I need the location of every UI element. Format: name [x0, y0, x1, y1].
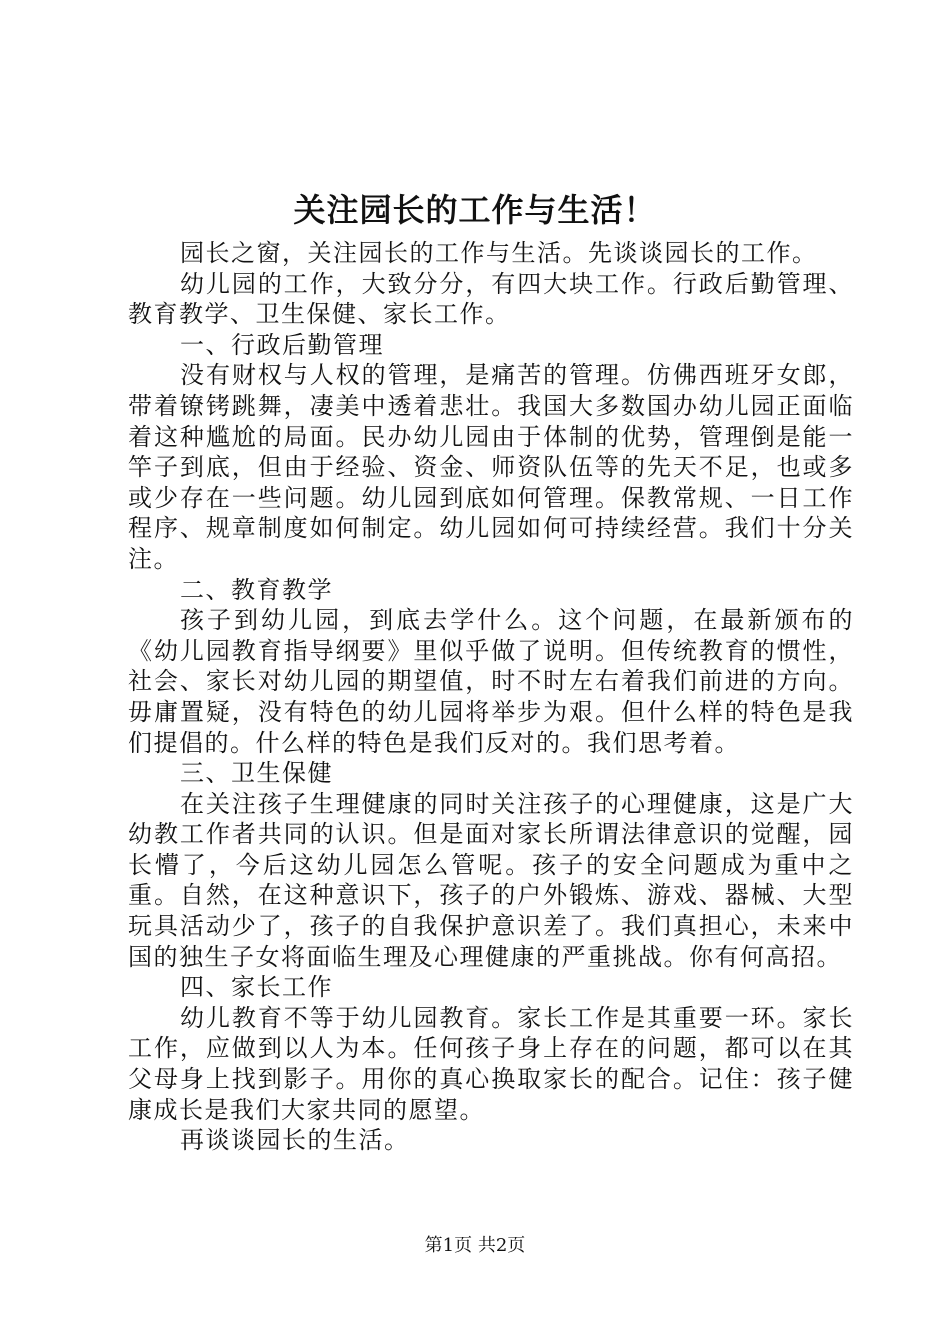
paragraph-health: 在关注孩子生理健康的同时关注孩子的心理健康，这是广大幼教工作者共同的认识。但是面对家长所谓法律意识的觉醒，园长懵了，今后这幼儿园怎么管呢。孩子的安全问题成为重中之重。自然，在这种意识下，孩子的户外锻炼、游戏、器械、大型玩具活动少了，孩子的自我保护意识差了。我们真担心，未来中国的独生子女将面临生理及心理健康的严重挑战。你有何高招。: [128, 789, 854, 971]
section-heading-parents: 四、家长工作: [180, 973, 333, 1002]
document-body: [128, 238, 854, 1156]
paragraph-parents: 幼儿教育不等于幼儿园教育。家长工作是其重要一环。家长工作，应做到以人为本。任何孩子身上存在的问题，都可以在其父母身上找到影子。用你的真心换取家长的配合。记住：孩子健康成长是我们大家共同的愿望。: [128, 1003, 854, 1124]
section-heading-education: 二、教育教学: [180, 575, 333, 604]
page-footer: 第1页 共2页: [424, 1235, 526, 1256]
paragraph-intro: 园长之窗，关注园长的工作与生活。先谈谈园长的工作。: [180, 239, 818, 267]
paragraph-life: 再谈谈园长的生活。: [180, 1126, 410, 1155]
section-heading-health: 三、卫生保健: [180, 759, 333, 788]
paragraph-overview: 幼儿园的工作，大致分分，有四大块工作。行政后勤管理、教育教学、卫生保健、家长工作。: [128, 269, 854, 329]
paragraph-admin: 没有财权与人权的管理，是痛苦的管理。仿佛西班牙女郎，带着镣铐跳舞，凄美中透着悲壮。我国大多数国办幼儿园正面临着这种尴尬的局面。民办幼儿园由于体制的优势，管理倒是能一竿子到底，但由于经验、资金、师资队伍等的先天不足，也或多或少存在一些问题。幼儿园到底如何管理。保教常规、一日工作程序、规章制度如何制定。幼儿园如何可持续经营。我们十分关注。: [128, 361, 854, 573]
section-heading-admin: 一、行政后勤管理: [180, 330, 384, 359]
document-title: 关注园长的工作与生活！: [293, 191, 657, 229]
paragraph-education: 孩子到幼儿园，到底去学什么。这个问题，在最新颁布的《幼儿园教育指导纲要》里似乎做了说明。但传统教育的惯性，社会、家长对幼儿园的期望值，时不时左右着我们前进的方向。毋庸置疑，没有特色的幼儿园将举步为艰。但什么样的特色是我们提倡的。什么样的特色是我们反对的。我们思考着。: [128, 606, 854, 757]
